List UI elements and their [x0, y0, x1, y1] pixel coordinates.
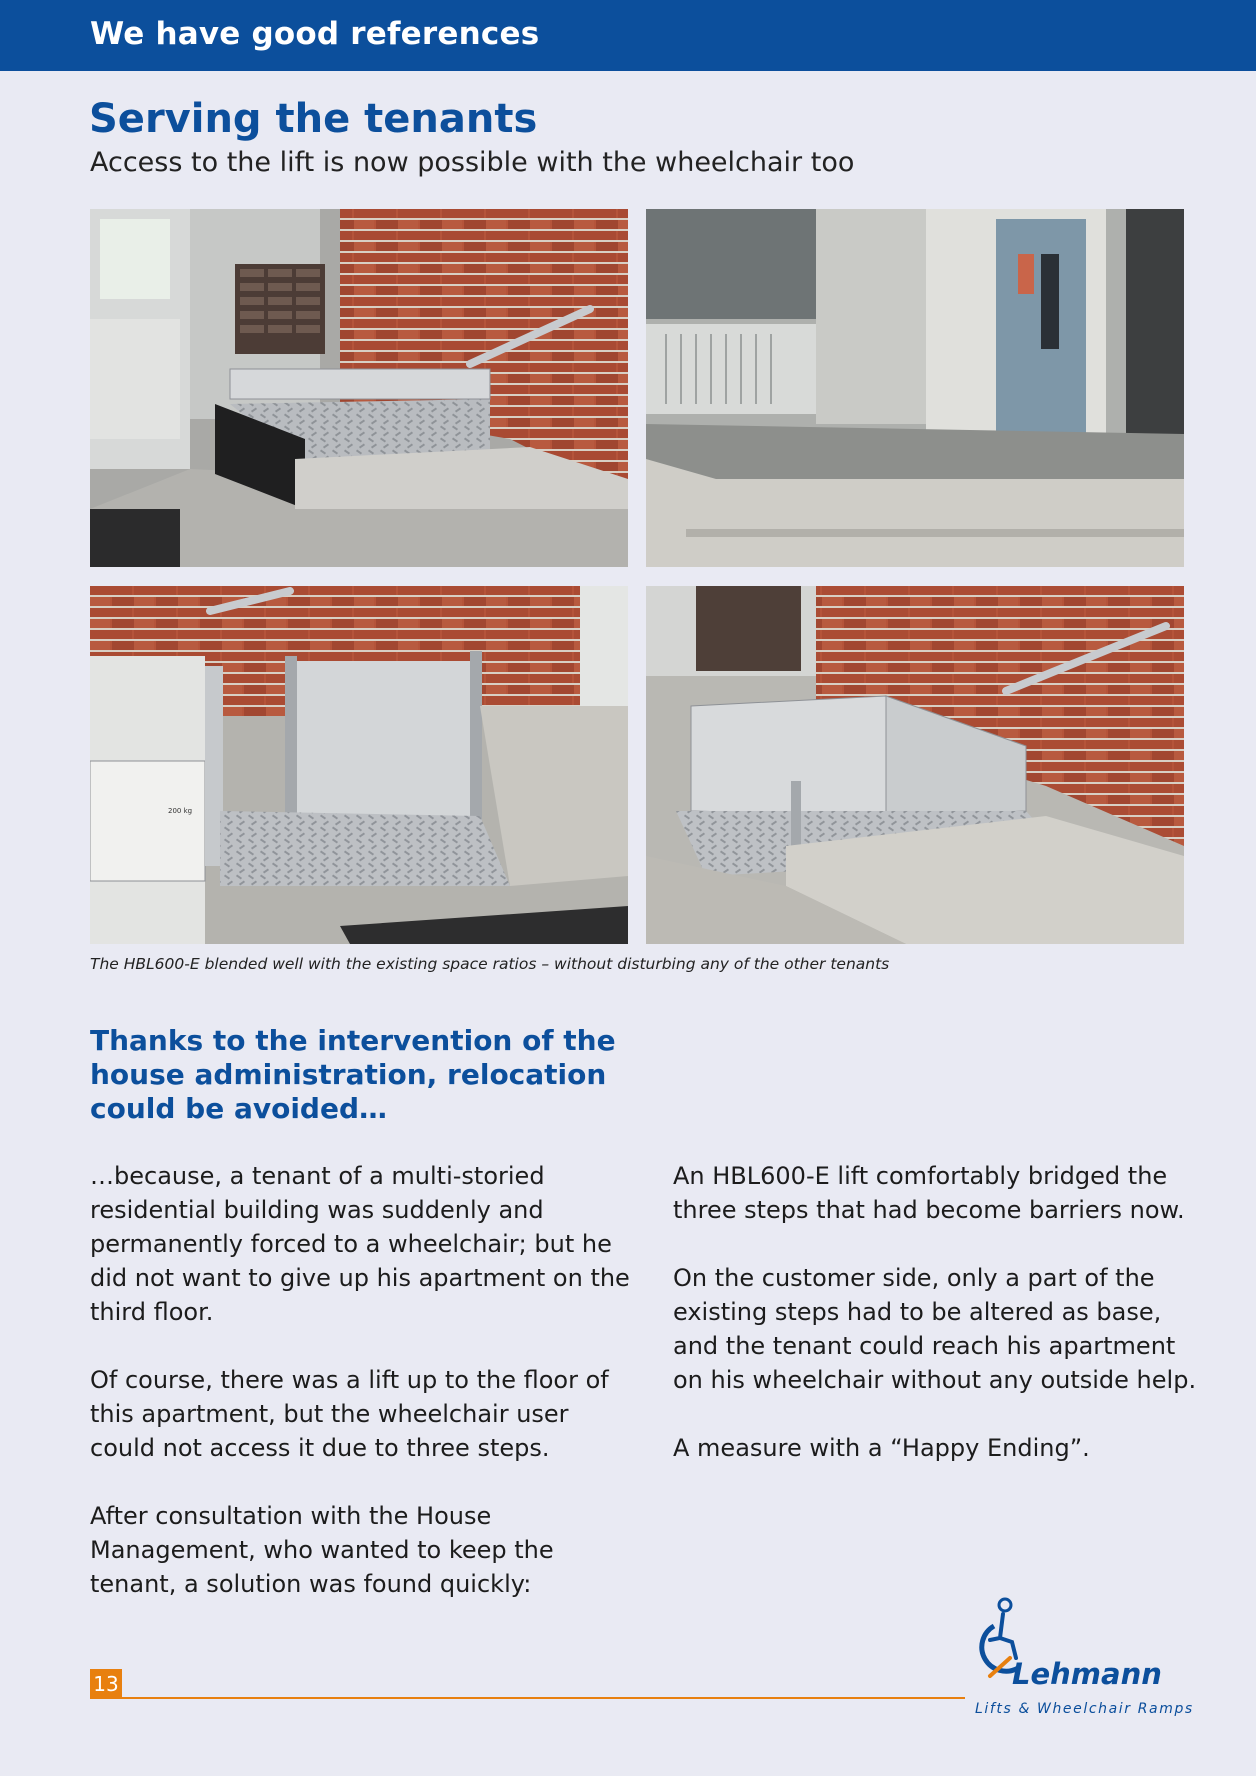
article-paragraph: After consultation with the House Management, who wanted to keep the tenant, a solution was found quickly:: [90, 1502, 554, 1598]
page-title: Serving the tenants: [89, 96, 538, 142]
article-paragraph: …because, a tenant of a multi-storied residential building was suddenly and permanently forced to a wheelchair; but he did not want to give up his apartment on the third floor.: [90, 1162, 630, 1326]
photo-lift-steps: [646, 586, 1184, 944]
article-paragraph: Of course, there was a lift up to the floor of this apartment, but the wheelchair user could not access it due to three steps.: [90, 1366, 609, 1462]
article-right-column: [673, 1159, 1203, 1499]
photo-caption: The HBL600-E blended well with the existing space ratios – without disturbing any of the other tenants: [90, 955, 890, 973]
platform-weight-label: 200 kg: [168, 807, 193, 815]
brand-name: Lehmann: [1012, 1657, 1162, 1691]
photo-lift-platform-image: [90, 586, 628, 944]
footer-rule: [122, 1697, 965, 1699]
header-bar: [0, 0, 1256, 71]
photo-lift-door: [646, 209, 1184, 567]
photo-lift-door-image: [646, 209, 1184, 567]
article-heading: Thanks to the intervention of the house administration, relocation could be avoided…: [90, 1024, 616, 1125]
brand-tagline: Lifts & Wheelchair Ramps: [975, 1701, 1194, 1717]
photo-lift-steps-image: [646, 586, 1184, 944]
page-number: 13: [90, 1669, 122, 1699]
article-paragraph: On the customer side, only a part of the existing steps had to be altered as base, and the tenant could reach his apartment on his wheelchair without any outside help.: [673, 1264, 1197, 1394]
photo-lift-entrance-image: [90, 209, 628, 567]
page-subtitle: Access to the lift is now possible with the wheelchair too: [90, 147, 855, 178]
article-left-column: [90, 1159, 630, 1635]
article-paragraph: An HBL600-E lift comfortably bridged the three steps that had become barriers now.: [673, 1162, 1185, 1224]
photo-lift-entrance: [90, 209, 628, 567]
photo-lift-platform: [90, 586, 628, 944]
article-paragraph: A measure with a “Happy Ending”.: [673, 1434, 1090, 1462]
header-title: We have good references: [90, 16, 540, 52]
